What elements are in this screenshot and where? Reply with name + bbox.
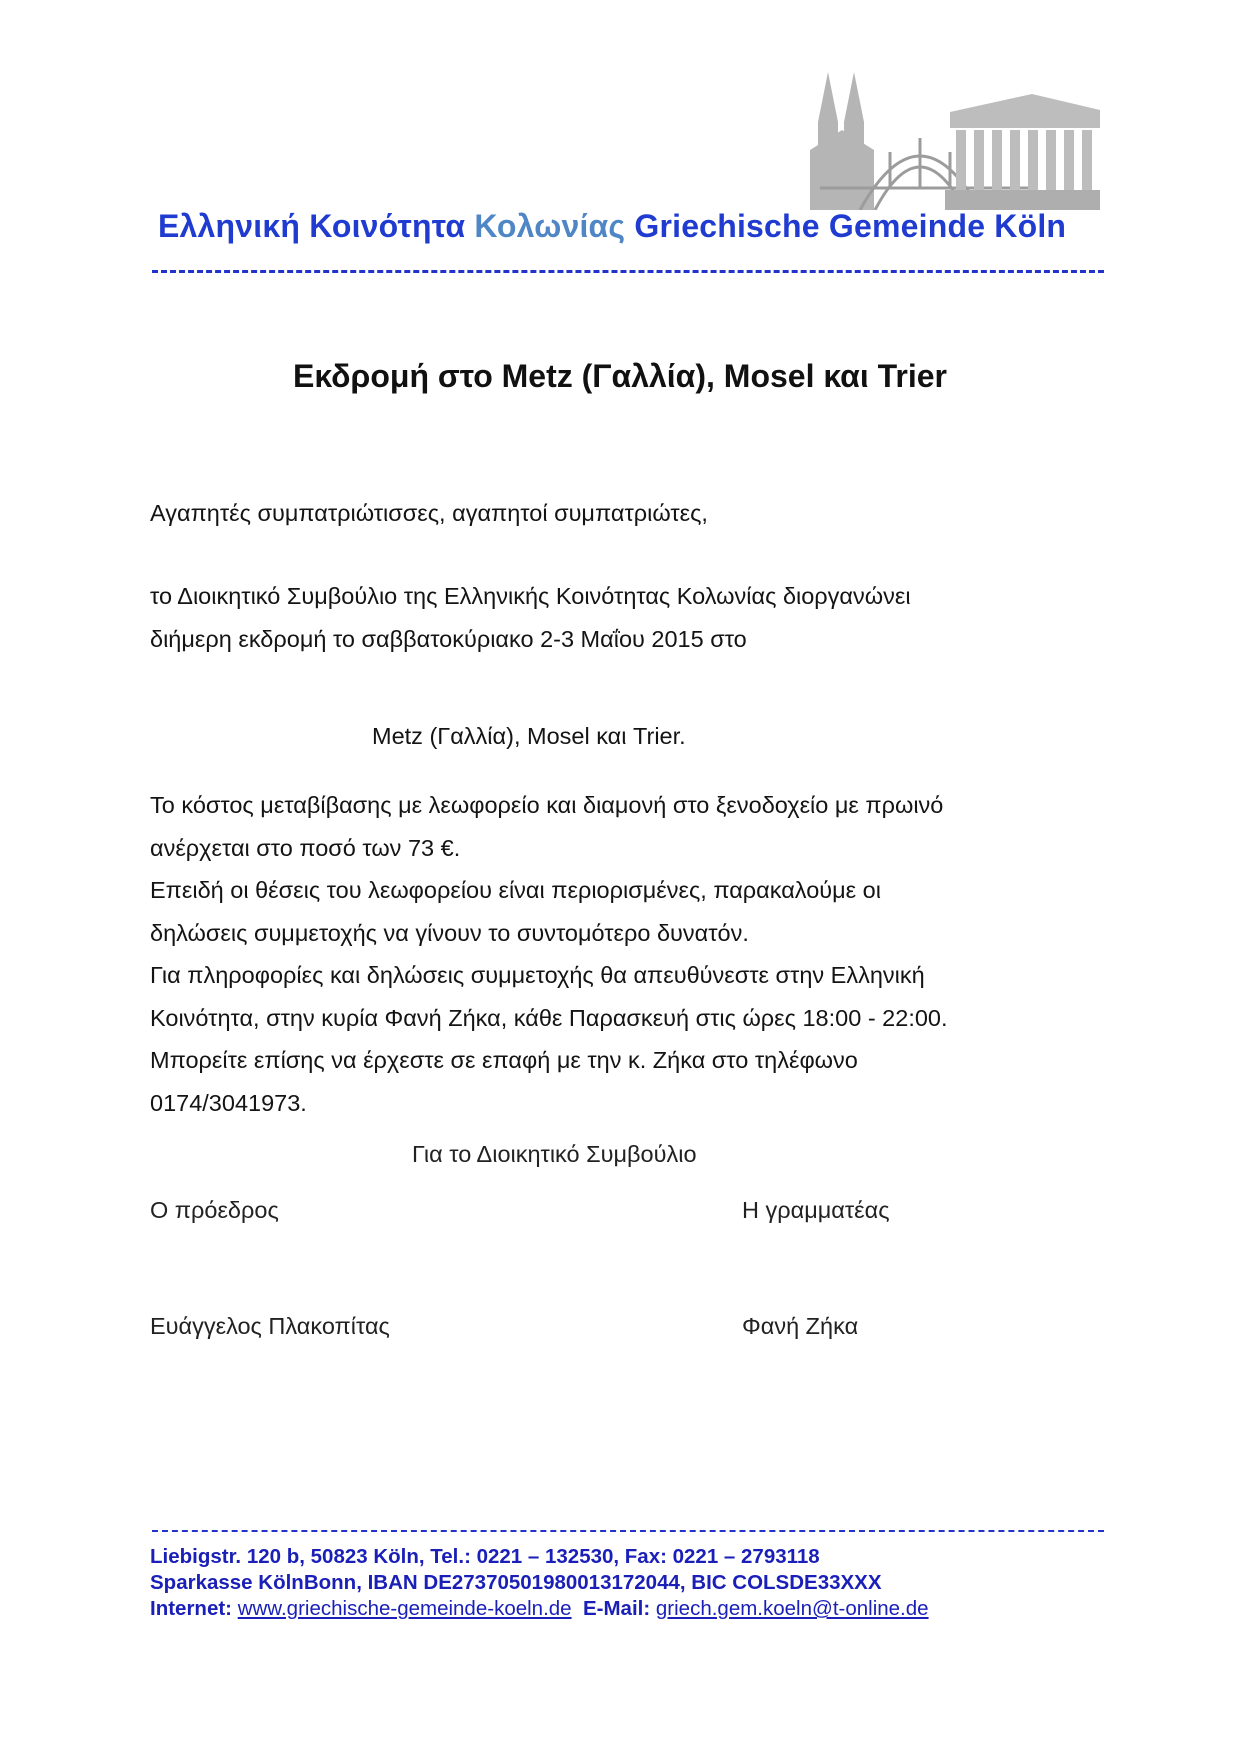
community-header-title [158,208,1100,245]
internet-label: Internet: [150,1597,232,1620]
website-link[interactable]: www.griechische-gemeinde-koeln.de [237,1597,572,1620]
body-line: Επειδή οι θέσεις του λεωφορείου είναι περιορισμένες, παρακαλούμε οι [150,877,881,903]
email-label: E-Mail: [582,1597,651,1620]
header-title-city: Κολωνίας [474,208,626,244]
secretary-role: Η γραμματέας [742,1197,890,1223]
body-line: δηλώσεις συμμετοχής να γίνουν το συντομότερο δυνατόν. [150,919,749,946]
body-line: Μπορείτε επίσης να έρχεστε σε επαφή με την κ. Ζήκα στο τηλέφωνο [150,1047,858,1073]
president-name: Ευάγγελος Πλακοπίτας [150,1313,390,1339]
intro-line: διήμερη εκδρομή το σαββατοκύριακο 2-3 Μαΐου 2015 στο [150,625,747,652]
body-line: 0174/3041973. [150,1089,307,1116]
body-line: Για πληροφορίες και δηλώσεις συμμετοχής θα απευθύνεστε στην Ελληνική [150,962,925,988]
greeting: Αγαπητές συμπατριώτισσες, αγαπητοί συμπατριώτες, [150,500,708,526]
email-link[interactable]: griech.gem.koeln@t-online.de [655,1597,929,1620]
header-title-greek: Ελληνική Κοινότητα [158,208,466,244]
intro-line: το Διοικητικό Συμβούλιο της Ελληνικής Κοινότητας Κολωνίας διοργανώνει [150,583,911,609]
main-paragraph [150,784,1090,1124]
sign-for-board: Για το Διοικητικό Συμβούλιο [412,1141,697,1167]
header-divider [152,270,1104,273]
footer-divider [152,1530,1104,1532]
community-logo [800,72,1100,210]
secretary-name: Φανή Ζήκα [742,1313,859,1339]
destination: Metz (Γαλλία), Mosel και Trier. [372,723,686,749]
footer-contact [150,1544,1110,1622]
header-title-german: Griechische Gemeinde Köln [634,208,1067,244]
intro-paragraph [150,575,1090,660]
body-line: Το κόστος μεταβίβασης με λεωφορείο και διαμονή στο ξενοδοχείο με πρωινό [150,792,944,818]
footer-address: Liebigstr. 120 b, 50823 Köln, Tel.: 0221 – 132530, Fax: 0221 – 2793118 [150,1545,820,1568]
body-line: ανέρχεται στο ποσό των 73 €. [150,834,461,861]
president-role: Ο πρόεδρος [150,1197,279,1223]
body-line: Κοινότητα, στην κυρία Φανή Ζήκα, κάθε Παρασκευή στις ώρες 18:00 - 22:00. [150,1004,948,1031]
parthenon-icon [945,94,1100,210]
document-title: Εκδρομή στο Metz (Γαλλία), Mosel και Trier [293,358,947,394]
footer-internet-row [150,1596,1110,1622]
footer-bank: Sparkasse KölnBonn, IBAN DE27370501980013172044, BIC COLSDE33XXX [150,1571,882,1594]
